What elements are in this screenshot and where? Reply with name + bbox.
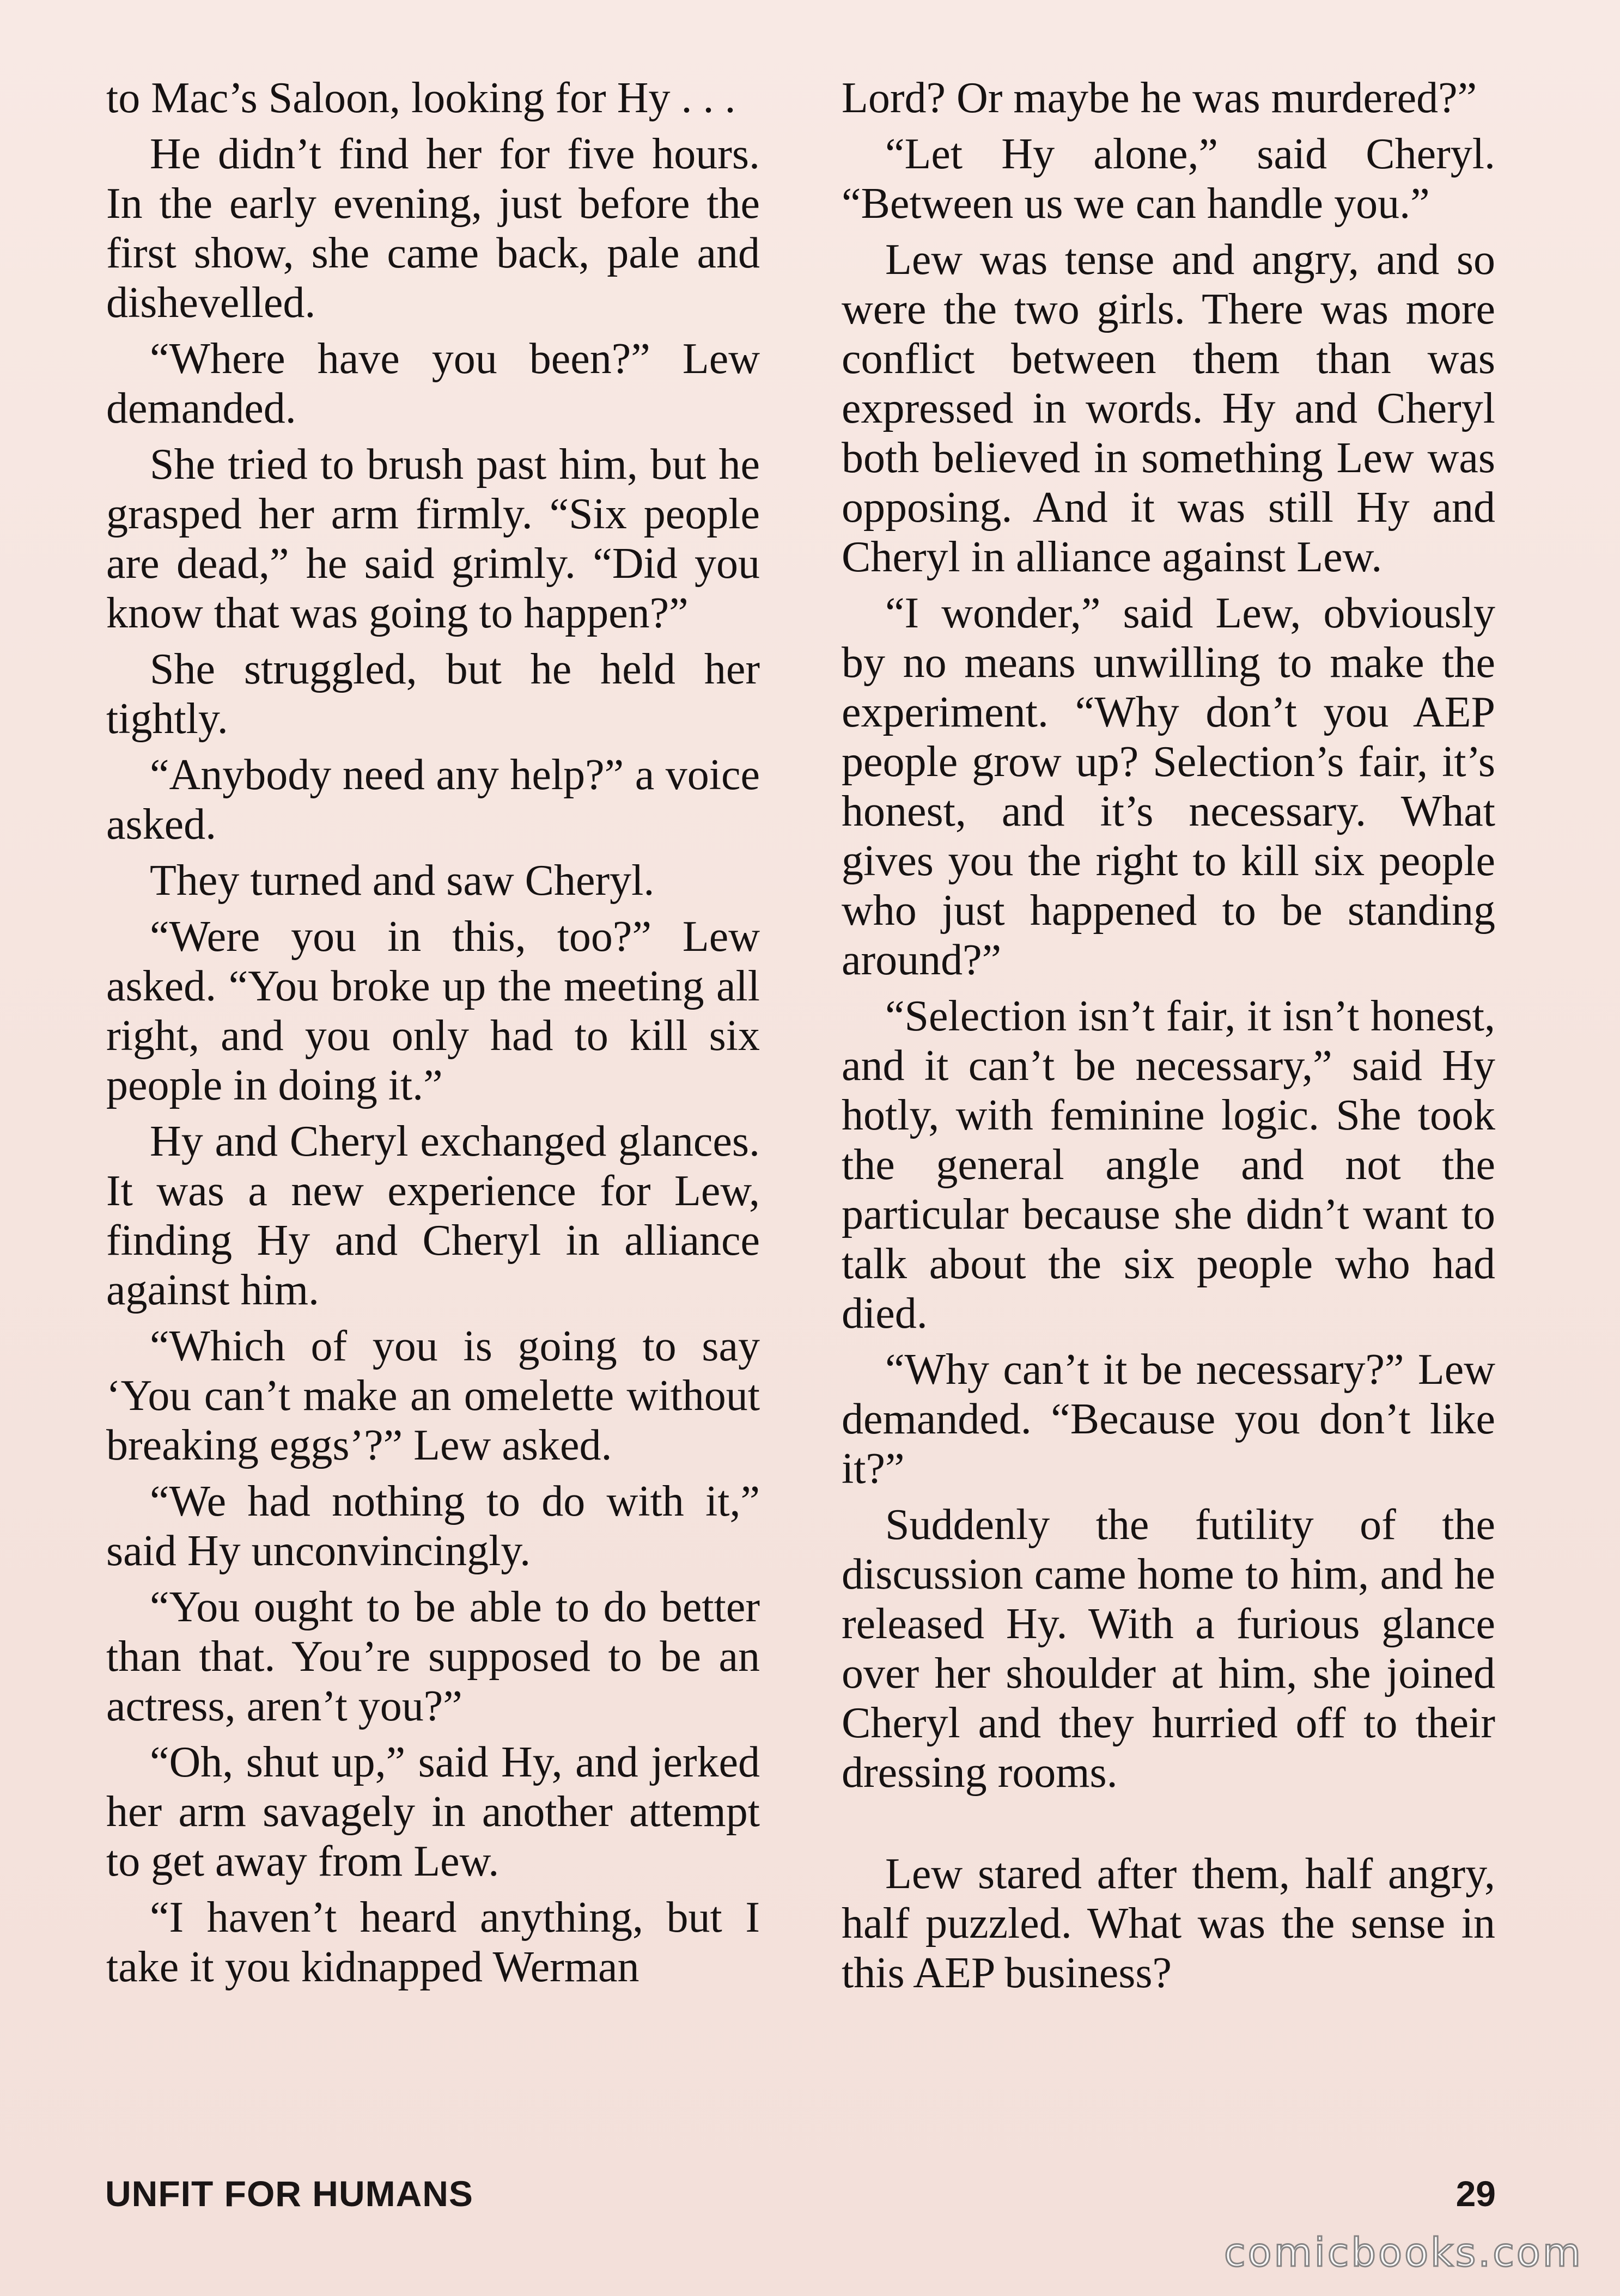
paragraph: “Were you in this, too?” Lew asked. “You broke up the meeting all right, and you only had to kill six people in doing it.” — [106, 913, 760, 1109]
paragraph: “Oh, shut up,” said Hy, and jerked her arm savagely in another attempt to get away from Lew. — [106, 1738, 760, 1885]
paragraph: “Where have you been?” Lew demanded. — [106, 335, 760, 432]
paragraph: Suddenly the futility of the discussion came home to him, and he released Hy. With a furious glance over her shoulder at him, she joined Cheryl and they hurried off to their dressing rooms. — [842, 1501, 1495, 1797]
paragraph: Lew stared after them, half angry, half puzzled. What was the sense in this AEP business? — [842, 1850, 1495, 1997]
paragraph: They turned and saw Cheryl. — [150, 857, 655, 905]
paragraph: Lord? Or maybe he was murdered?” — [842, 74, 1477, 122]
paragraph: “Which of you is going to say ‘You can’t make an omelette without breaking eggs’?” Lew asked. — [106, 1322, 760, 1469]
paragraph: “You ought to be able to do better than that. You’re supposed to be an actress, aren’t you?” — [106, 1583, 760, 1730]
left-text-column — [106, 74, 760, 1999]
right-text-column — [842, 74, 1495, 2005]
paragraph: “Let Hy alone,” said Cheryl. “Between us we can handle you.” — [842, 130, 1495, 228]
page-number: 29 — [1455, 2173, 1496, 2214]
paragraph: She struggled, but he held her tightly. — [106, 645, 760, 743]
paragraph: Hy and Cheryl exchanged glances. It was a new experience for Lew, finding Hy and Cheryl in alliance against him. — [106, 1118, 760, 1314]
paragraph: “Selection isn’t fair, it isn’t honest, and it can’t be necessary,” said Hy hotly, with feminine logic. She took the general angle and not the particular because she didn’t want to talk about the six people who had died. — [842, 992, 1495, 1338]
paragraph: “Why can’t it be necessary?” Lew demanded. “Because you don’t like it?” — [842, 1346, 1495, 1493]
paragraph: “I haven’t heard anything, but I take it you kidnapped Werman — [106, 1894, 760, 1991]
paragraph: “Anybody need any help?” a voice asked. — [106, 751, 760, 848]
site-watermark: comicbooks.com — [1223, 2230, 1583, 2275]
paragraph: He didn’t find her for five hours. In the early evening, just before the first show, she came back, pale and dishevelled. — [106, 130, 760, 327]
paragraph: to Mac’s Saloon, looking for Hy . . . — [106, 74, 736, 122]
paragraph: Lew was tense and angry, and so were the two girls. There was more conflict between them than was expressed in words. Hy and Cheryl both believed in something Lew was opposing. And it was still Hy and Cheryl in alliance against Lew. — [842, 236, 1495, 581]
paragraph: “We had nothing to do with it,” said Hy unconvincingly. — [106, 1477, 760, 1575]
paragraph: “I wonder,” said Lew, obviously by no means unwilling to make the experiment. “Why don’t you AEP people grow up? Selection’s fair, it’s honest, and it’s necessary. What gives you the right to kill six people who just happened to be standing around?” — [842, 589, 1495, 984]
paragraph: She tried to brush past him, but he grasped her arm firmly. “Six people are dead,” he said grimly. “Did you know that was going to happen?” — [106, 441, 760, 637]
running-footer-title: UNFIT FOR HUMANS — [105, 2173, 473, 2214]
